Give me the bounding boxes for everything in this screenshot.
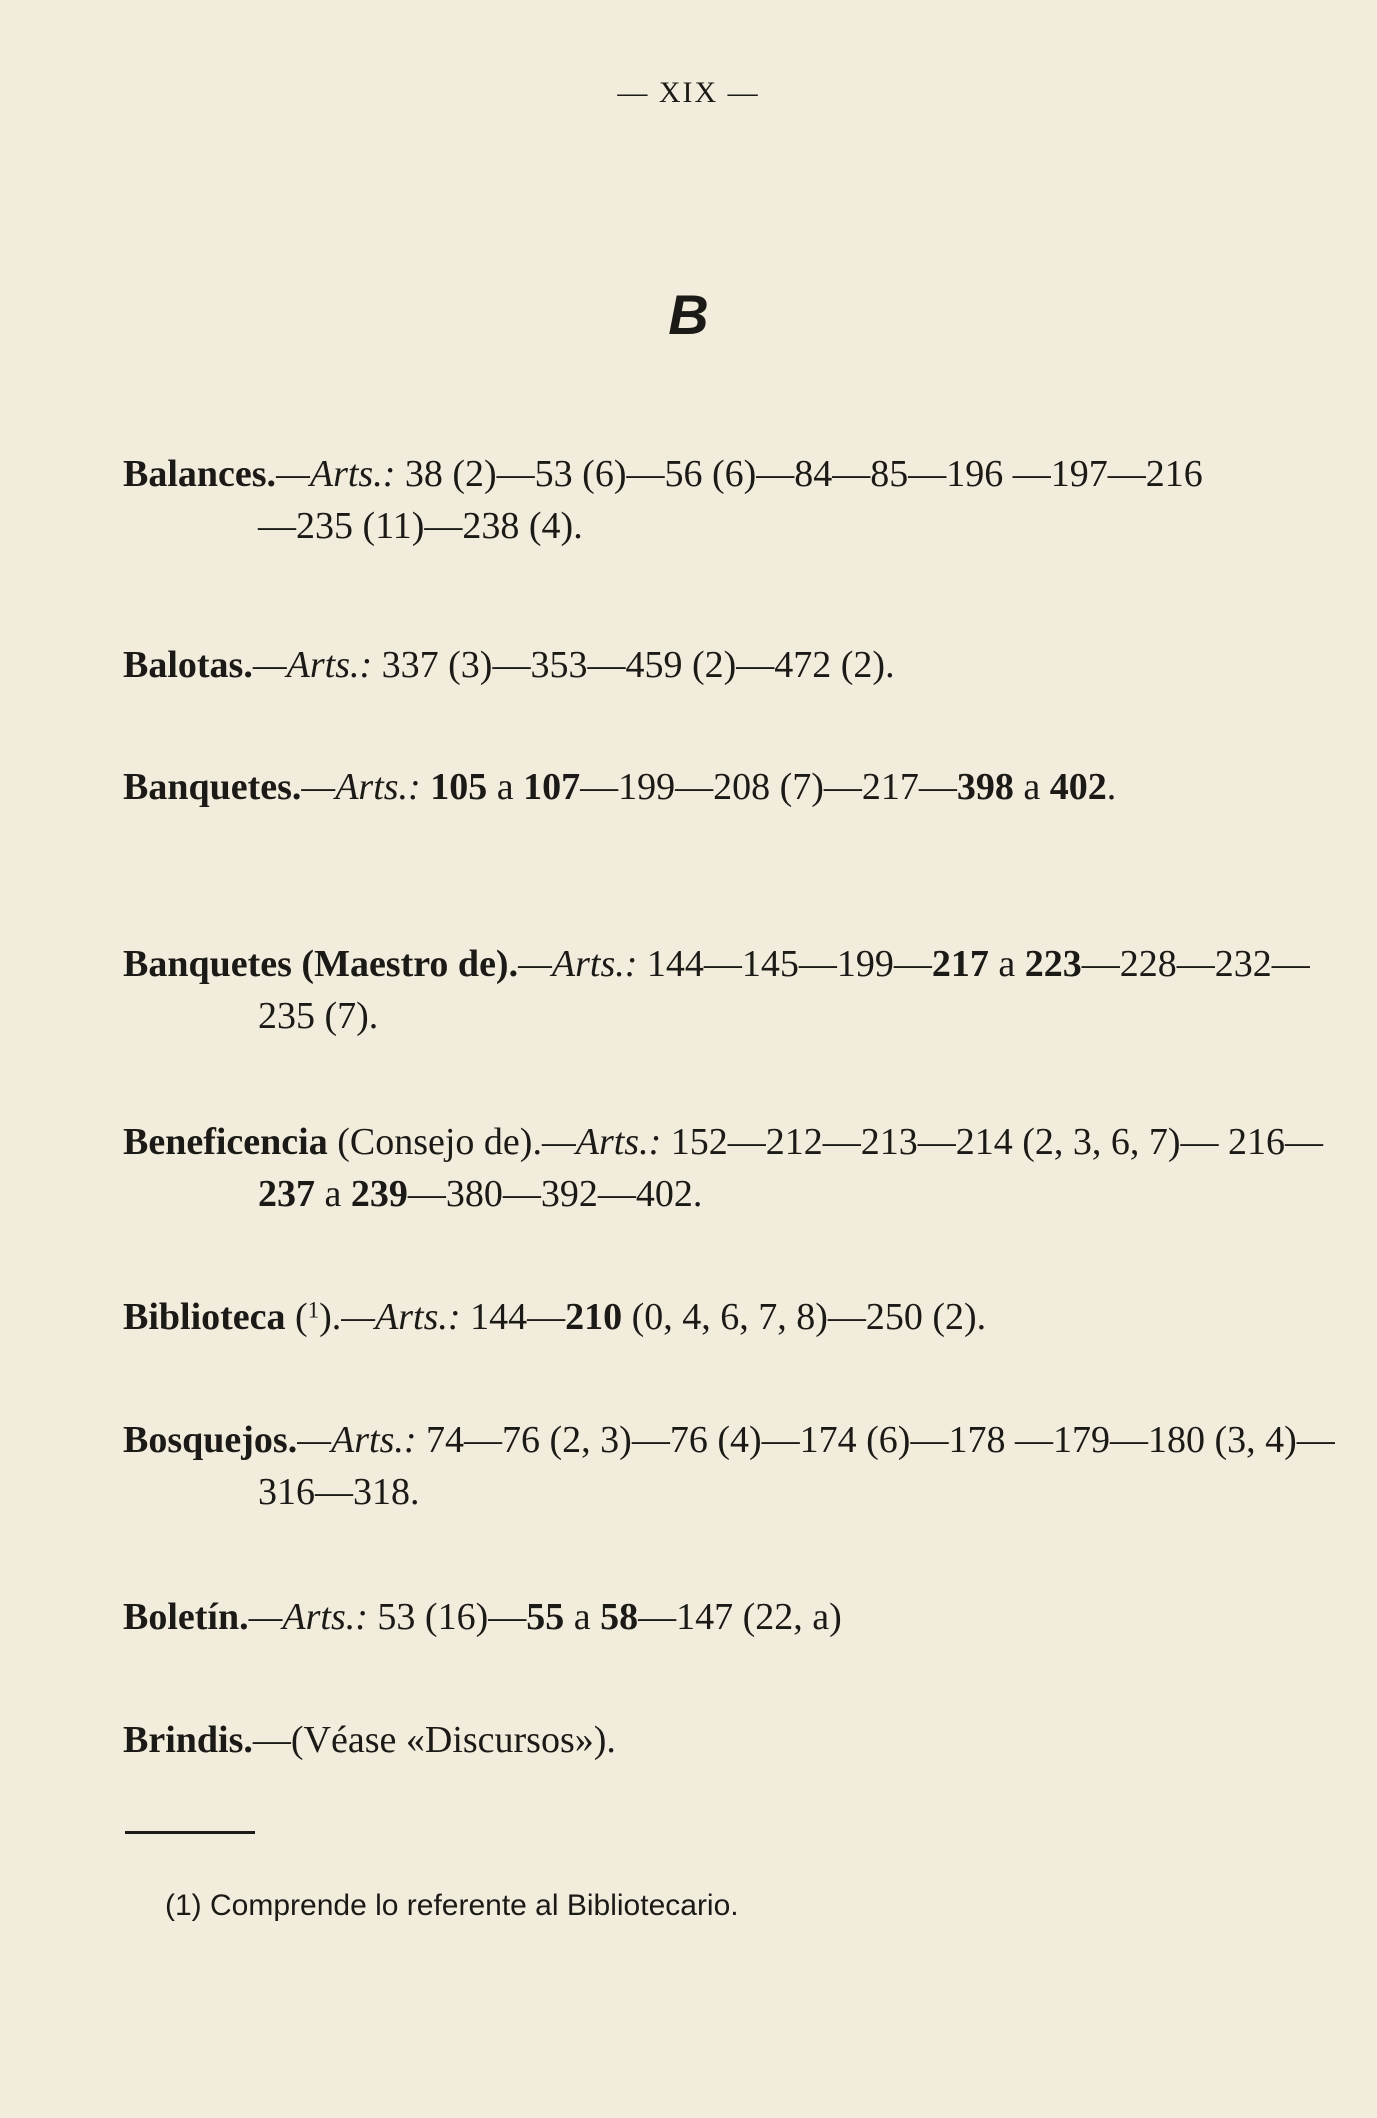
page-number: — XIX — — [617, 76, 760, 109]
entry-refs: —228—232—235 (7). — [258, 943, 1310, 1037]
entry-refs: 144—145—199— — [637, 943, 932, 985]
entry-refs: a — [564, 1596, 601, 1638]
entry-term: Banquetes (Maestro de). — [123, 943, 519, 985]
entry-refs: —199—208 (7)—217— — [580, 766, 957, 808]
index-entry-balances — [123, 448, 1203, 552]
entry-arts-label: —Arts.: — [276, 453, 396, 495]
entry-ref-bold: 239 — [350, 1173, 408, 1215]
entry-qualifier: ( — [285, 1296, 308, 1338]
entry-arts-label: —Arts.: — [297, 1419, 417, 1461]
entry-term: Balotas. — [123, 644, 253, 686]
entry-term: Beneficencia — [123, 1121, 328, 1163]
entry-ref-bold: 107 — [523, 766, 581, 808]
index-entry-brindis — [123, 1714, 1338, 1766]
entry-term: Boletín. — [123, 1596, 249, 1638]
entry-refs: 152—212—213—214 (2, 3, 6, 7)— 216— — [661, 1121, 1324, 1163]
entry-ref-bold: 210 — [565, 1296, 623, 1338]
entry-refs: (0, 4, 6, 7, 8)—250 (2). — [622, 1296, 987, 1338]
entry-term: Brindis. — [123, 1719, 253, 1761]
index-entry-banquetes — [123, 761, 1338, 813]
entry-refs: 337 (3)—353—459 (2)—472 (2). — [372, 644, 895, 686]
entry-ref-bold: 105 — [430, 766, 488, 808]
entry-refs: —147 (22, a) — [638, 1596, 842, 1638]
index-entries — [123, 448, 1335, 1761]
entry-refs: 74—76 (2, 3)—76 (4)—174 (6)—178 —179—180 (3, 4)—316—318. — [258, 1419, 1335, 1513]
footnote: (1) Comprende lo referente al Bibliotecario. — [165, 1889, 739, 1922]
entry-refs: a — [487, 766, 524, 808]
entry-refs: a — [1013, 766, 1050, 808]
index-entry-boletin — [123, 1591, 1338, 1643]
entry-ref-bold: 58 — [600, 1596, 639, 1638]
entry-term: Bosquejos. — [123, 1419, 298, 1461]
entry-refs: —380—392—402. — [407, 1173, 703, 1215]
entry-refs: a — [988, 943, 1025, 985]
entry-arts-label: —Arts.: — [518, 943, 638, 985]
entry-qualifier: ). — [319, 1296, 342, 1338]
entry-refs — [421, 766, 431, 808]
entry-refs: 53 (16)— — [367, 1596, 527, 1638]
entry-term: Biblioteca — [123, 1296, 286, 1338]
entry-arts-label: —Arts.: — [248, 1596, 368, 1638]
index-entry-banquetes-maestro — [123, 938, 1338, 1042]
index-entry-beneficencia — [123, 1116, 1338, 1220]
entry-cross-reference: —(Véase «Discursos»). — [252, 1719, 616, 1761]
entry-term: Balances. — [123, 453, 277, 495]
footnote-rule — [125, 1831, 255, 1834]
entry-term: Banquetes. — [123, 766, 302, 808]
entry-arts-label: —Arts.: — [541, 1121, 662, 1163]
entry-refs: a — [315, 1173, 351, 1215]
entry-refs: 144— — [460, 1296, 566, 1338]
entry-arts-label: —Arts.: — [252, 644, 373, 686]
footnote-marker: 1 — [307, 1297, 320, 1323]
section-letter: B — [668, 283, 709, 346]
entry-ref-bold: 402 — [1049, 766, 1107, 808]
entry-arts-label: —Arts.: — [341, 1296, 461, 1338]
index-entry-balotas — [123, 639, 1338, 691]
entry-ref-bold: 55 — [526, 1596, 565, 1638]
entry-refs: 38 (2)—53 (6)—56 (6)—84—85—196 —197—216—235 (11)—238 (4). — [258, 453, 1203, 547]
index-entry-biblioteca — [123, 1291, 1338, 1343]
index-entry-bosquejos — [123, 1414, 1338, 1518]
entry-ref-bold: 398 — [956, 766, 1014, 808]
entry-arts-label: —Arts.: — [301, 766, 421, 808]
entry-qualifier: (Consejo de). — [327, 1121, 542, 1163]
entry-ref-bold: 217 — [931, 943, 989, 985]
entry-refs: . — [1106, 766, 1117, 808]
entry-ref-bold: 223 — [1024, 943, 1082, 985]
entry-ref-bold: 237 — [258, 1173, 315, 1215]
